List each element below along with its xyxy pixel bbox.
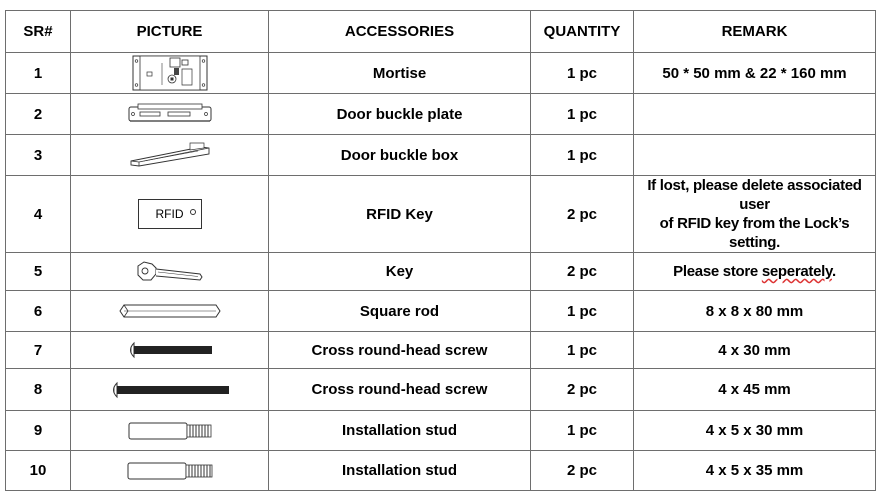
quantity-cell: 1 pc [531, 291, 634, 332]
picture-cell [71, 135, 269, 176]
door-buckle-box-icon [128, 142, 212, 168]
installation-stud-icon [126, 461, 214, 481]
sr-cell: 1 [6, 53, 71, 94]
picture-cell [71, 451, 269, 491]
table-row [6, 451, 876, 491]
key-icon [134, 258, 206, 286]
table-row [6, 291, 876, 332]
sr-cell: 5 [6, 253, 71, 291]
quantity-cell: 1 pc [531, 135, 634, 176]
quantity-cell: 1 pc [531, 411, 634, 451]
remark-cell: 4 x 30 mm [634, 332, 876, 369]
picture-cell [71, 332, 269, 369]
screw-long-icon [109, 381, 231, 399]
remark-cell: 50 * 50 mm & 22 * 160 mm [634, 53, 876, 94]
rfid-card-icon [138, 199, 202, 229]
quantity-cell: 1 pc [531, 94, 634, 135]
header-picture: PICTURE [71, 11, 269, 53]
accessory-name: Key [269, 253, 531, 291]
header-accessories: ACCESSORIES [269, 11, 531, 53]
sr-cell: 8 [6, 369, 71, 411]
table-row [6, 369, 876, 411]
remark-line: If lost, please delete associated user [647, 177, 862, 213]
sr-cell: 9 [6, 411, 71, 451]
sr-cell: 3 [6, 135, 71, 176]
picture-cell [71, 253, 269, 291]
door-buckle-plate-icon [128, 103, 212, 125]
accessory-name: Door buckle plate [269, 94, 531, 135]
sr-cell: 6 [6, 291, 71, 332]
screw-short-icon [126, 341, 214, 359]
accessory-name: Door buckle box [269, 135, 531, 176]
remark-text: . [831, 263, 836, 280]
accessory-name: Installation stud [269, 451, 531, 491]
picture-cell [71, 369, 269, 411]
table-row [6, 253, 876, 291]
picture-cell [71, 291, 269, 332]
quantity-cell: 1 pc [531, 53, 634, 94]
sr-cell: 4 [6, 176, 71, 253]
remark-cell [634, 135, 876, 176]
misspelled-word: seperately [761, 263, 832, 280]
quantity-cell: 1 pc [531, 332, 634, 369]
mortise-icon [132, 55, 208, 91]
table-row [6, 176, 876, 253]
quantity-cell: 2 pc [531, 253, 634, 291]
remark-cell: 8 x 8 x 80 mm [634, 291, 876, 332]
square-rod-icon [118, 302, 222, 320]
sr-cell: 10 [6, 451, 71, 491]
quantity-cell: 2 pc [531, 369, 634, 411]
header-sr: SR# [6, 11, 71, 53]
rfid-card-label: RFID [155, 207, 184, 221]
picture-cell [71, 94, 269, 135]
header-quantity: QUANTITY [531, 11, 634, 53]
accessory-name: RFID Key [269, 176, 531, 253]
accessory-name: Mortise [269, 53, 531, 94]
remark-text: Please store [673, 263, 762, 280]
accessory-name: Square rod [269, 291, 531, 332]
remark-cell [634, 253, 876, 291]
accessory-name: Installation stud [269, 411, 531, 451]
table-row [6, 411, 876, 451]
picture-cell [71, 411, 269, 451]
remark-cell [634, 176, 876, 253]
picture-cell [71, 53, 269, 94]
table-row [6, 94, 876, 135]
remark-cell: 4 x 45 mm [634, 369, 876, 411]
remark-cell [634, 94, 876, 135]
table-row [6, 135, 876, 176]
accessories-table [5, 10, 876, 491]
remark-line: of RFID key from the Lock’s setting. [659, 215, 850, 251]
sr-cell: 7 [6, 332, 71, 369]
header-row [6, 11, 876, 53]
quantity-cell: 2 pc [531, 451, 634, 491]
table-row [6, 53, 876, 94]
card-hole [190, 209, 196, 215]
picture-cell [71, 176, 269, 253]
accessory-name: Cross round-head screw [269, 369, 531, 411]
remark-cell: 4 x 5 x 30 mm [634, 411, 876, 451]
quantity-cell: 2 pc [531, 176, 634, 253]
remark-cell: 4 x 5 x 35 mm [634, 451, 876, 491]
header-remark: REMARK [634, 11, 876, 53]
table-row [6, 332, 876, 369]
installation-stud-icon [127, 421, 213, 441]
accessory-name: Cross round-head screw [269, 332, 531, 369]
sr-cell: 2 [6, 94, 71, 135]
